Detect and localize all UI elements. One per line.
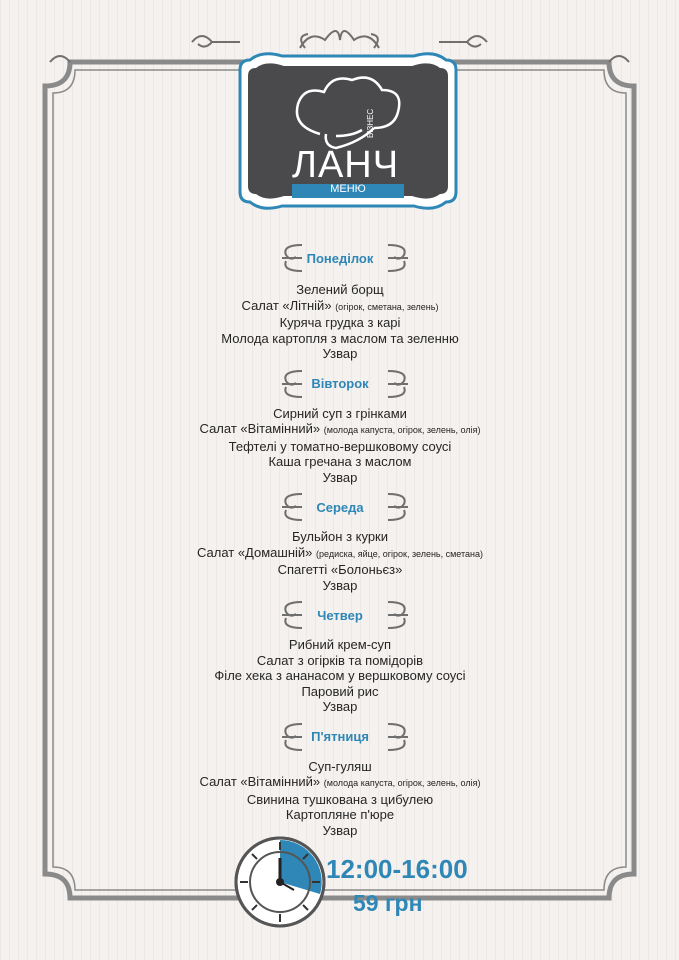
menu-item: Рибний крем-суп [288, 637, 392, 652]
menu-item: Каша гречана з маслом [268, 454, 412, 469]
day-title: Середа [316, 499, 364, 515]
menu-item: Бульйон з курки [291, 529, 389, 544]
weekly-menu [170, 238, 510, 838]
ornament-left-icon [278, 367, 306, 401]
day-header-friday [170, 717, 510, 757]
menu-item: Узвар [322, 346, 358, 361]
logo-small-text: БІЗНЕС [366, 108, 375, 138]
menu-item: Свинина тушкована з цибулею [246, 791, 434, 807]
menu-item: Суп-гуляш [308, 758, 372, 774]
menu-item: Зелений борщ [296, 282, 384, 297]
menu-item: Салат з огірків та помідорів [256, 652, 424, 668]
lunch-price: 59 грн [353, 890, 423, 916]
menu-item: Куряча грудка з карі [279, 315, 401, 330]
day-header-wednesday [170, 487, 510, 527]
ornament-left-icon [278, 241, 306, 275]
day-title: Вівторок [311, 376, 369, 391]
lunch-hours: 12:00-16:00 [326, 854, 468, 884]
menu-item: Узвар [322, 699, 358, 714]
logo-sub-text: МЕНЮ [330, 183, 366, 195]
day-header-tuesday [170, 364, 510, 404]
menu-item: Філе хека з ананасом у вершковому соусі [214, 668, 466, 683]
menu-item: Сирний суп з грінками [273, 405, 407, 421]
menu-item: Узвар [322, 577, 358, 593]
logo-main-text: ЛАНЧ [292, 144, 400, 186]
menu-item: Салат «Літній» (огірок, сметана, зелень) [241, 297, 439, 313]
ornament-right-icon [384, 367, 412, 401]
menu-item: Молода картопля з маслом та зеленню [221, 330, 459, 346]
ornament-right-icon [384, 490, 412, 524]
clock-icon [232, 834, 328, 930]
menu-item: Узвар [322, 469, 358, 485]
menu-item: Салат «Домашній» (редиска, яйце, огірок, зелень, сметана) [196, 544, 484, 560]
ornament-left-icon [278, 490, 306, 524]
ornament-left-icon [278, 720, 306, 754]
menu-item: Салат «Вітамінний» (молода капуста, огірок, зелень, олія) [199, 774, 481, 789]
ornament-right-icon [384, 720, 412, 754]
menu-item: Картопляне п'юре [285, 807, 395, 822]
ornament-right-icon [384, 598, 412, 632]
day-title: Четвер [317, 607, 363, 623]
menu-item: Узвар [322, 822, 358, 838]
menu-item: Паровий рис [301, 683, 379, 699]
ornament-left-icon [278, 598, 306, 632]
day-header-monday [170, 238, 510, 278]
day-title: П'ятниця [311, 729, 369, 744]
ornament-right-icon [384, 241, 412, 275]
menu-item: Салат «Вітамінний» (молода капуста, огірок, зелень, олія) [199, 421, 481, 436]
menu-item: Спагетті «Болоньєз» [277, 562, 403, 577]
day-title: Понеділок [306, 250, 374, 266]
menu-item: Тефтелі у томатно-вершковому соусі [228, 438, 452, 454]
day-header-thursday [170, 595, 510, 635]
